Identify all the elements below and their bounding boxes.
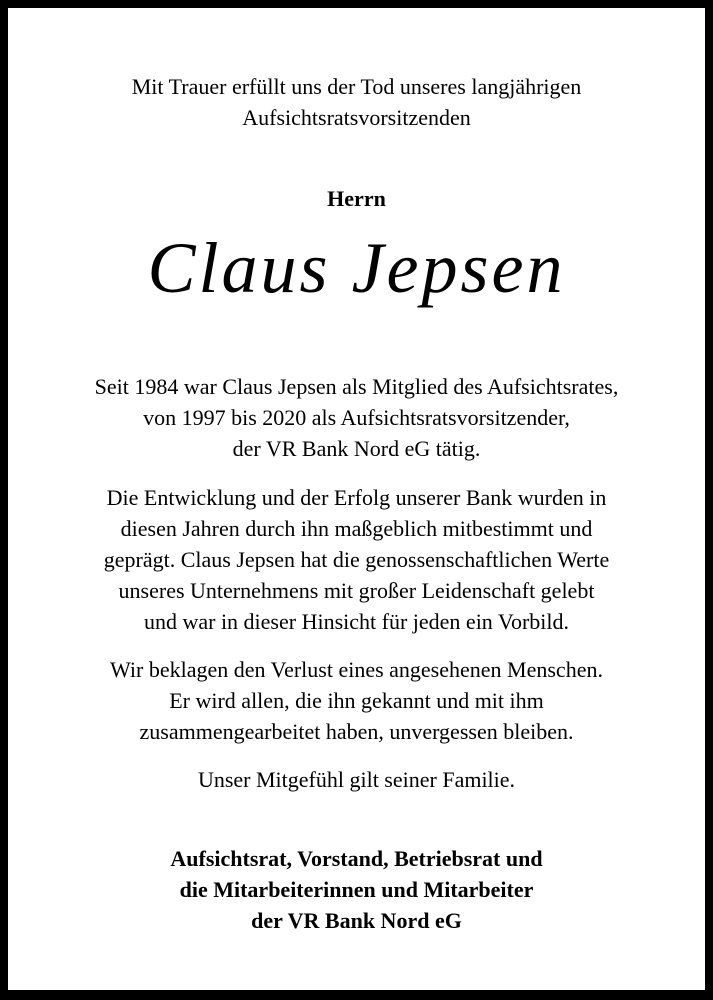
paragraph-line: Seit 1984 war Claus Jepsen als Mitglied des Aufsichtsrates, bbox=[94, 374, 619, 399]
paragraph-line: Wir beklagen den Verlust eines angesehenen Menschen. bbox=[110, 657, 603, 682]
signature-line: die Mitarbeiterinnen und Mitarbeiter bbox=[179, 877, 534, 902]
paragraph-line: diesen Jahren durch ihn maßgeblich mitbestimmt und bbox=[120, 516, 593, 541]
signature-line: der VR Bank Nord eG bbox=[251, 908, 462, 933]
paragraph-line: der VR Bank Nord eG tätig. bbox=[232, 436, 481, 461]
signature-line: Aufsichtsrat, Vorstand, Betriebsrat und bbox=[170, 846, 543, 871]
paragraph-line: und war in dieser Hinsicht für jeden ein Vorbild. bbox=[143, 609, 570, 634]
intro-line: Aufsichtsratsvorsitzenden bbox=[242, 105, 471, 130]
obituary-notice bbox=[8, 8, 705, 990]
paragraph-line: Die Entwicklung und der Erfolg unserer Bank wurden in bbox=[106, 485, 607, 510]
paragraph-line: zusammengearbeitet haben, unvergessen bleiben. bbox=[139, 719, 574, 744]
paragraph-line: unseres Unternehmens mit großer Leidenschaft gelebt bbox=[118, 578, 595, 603]
salutation: Herrn bbox=[327, 186, 386, 211]
condolence-line: Unser Mitgefühl gilt seiner Familie. bbox=[197, 767, 516, 792]
intro-line: Mit Trauer erfüllt uns der Tod unseres langjährigen bbox=[131, 74, 582, 99]
paragraph-line: geprägt. Claus Jepsen hat die genossenschaftlichen Werte bbox=[103, 547, 610, 572]
paragraph-line: von 1997 bis 2020 als Aufsichtsratsvorsitzender, bbox=[143, 405, 570, 430]
deceased-name: Claus Jepsen bbox=[147, 228, 566, 308]
paragraph-line: Er wird allen, die ihn gekannt und mit ihm bbox=[169, 688, 544, 713]
